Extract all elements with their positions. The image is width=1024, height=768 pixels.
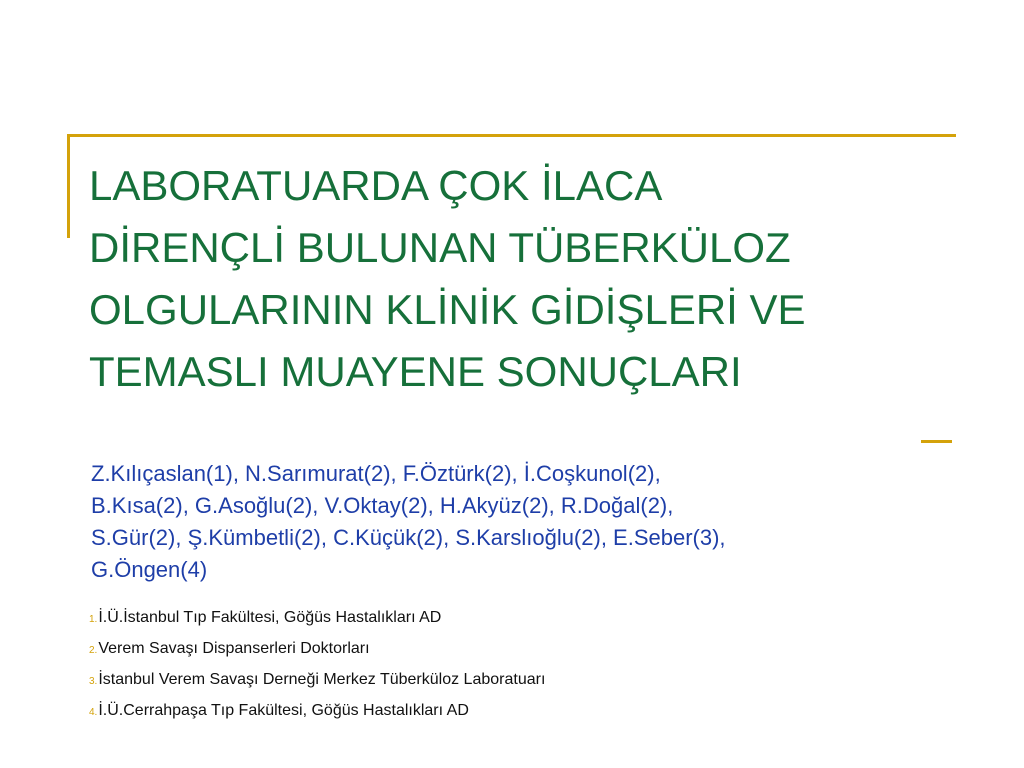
affiliation-item — [89, 634, 969, 665]
affiliation-number: 3. — [89, 676, 98, 687]
slide-title — [89, 155, 969, 403]
left-divider-line — [67, 134, 70, 238]
title-line: DİRENÇLİ BULUNAN TÜBERKÜLOZ — [89, 224, 791, 271]
title-line: OLGULARININ KLİNİK GİDİŞLERİ VE — [89, 286, 806, 333]
author-line: G.Öngen(4) — [91, 557, 208, 582]
affiliation-text: İstanbul Verem Savaşı Derneği Merkez Tüberküloz Laboratuarı — [98, 671, 546, 688]
title-line: LABORATUARDA ÇOK İLACA — [89, 162, 663, 209]
affiliation-number: 2. — [89, 645, 98, 656]
affiliation-number: 1. — [89, 614, 98, 625]
title-line: TEMASLI MUAYENE SONUÇLARI — [89, 348, 742, 395]
affiliation-item — [89, 603, 969, 634]
affiliation-text: İ.Ü.İstanbul Tıp Fakültesi, Göğüs Hastalıkları AD — [98, 609, 442, 626]
affiliation-item — [89, 696, 969, 727]
affiliation-text: Verem Savaşı Dispanserleri Doktorları — [98, 640, 370, 657]
author-line: B.Kısa(2), G.Asoğlu(2), V.Oktay(2), H.Akyüz(2), R.Doğal(2), — [91, 493, 674, 518]
author-line: S.Gür(2), Ş.Kümbetli(2), C.Küçük(2), S.Karslıoğlu(2), E.Seber(3), — [91, 525, 726, 550]
author-list — [91, 458, 971, 586]
author-line: Z.Kılıçaslan(1), N.Sarımurat(2), F.Öztürk(2), İ.Coşkunol(2), — [91, 461, 661, 486]
affiliation-number: 4. — [89, 707, 98, 718]
affiliation-item — [89, 665, 969, 696]
affiliation-list — [89, 603, 969, 727]
middle-divider-line — [921, 440, 952, 443]
top-divider-line — [67, 134, 956, 137]
affiliation-text: İ.Ü.Cerrahpaşa Tıp Fakültesi, Göğüs Hastalıkları AD — [98, 702, 469, 719]
